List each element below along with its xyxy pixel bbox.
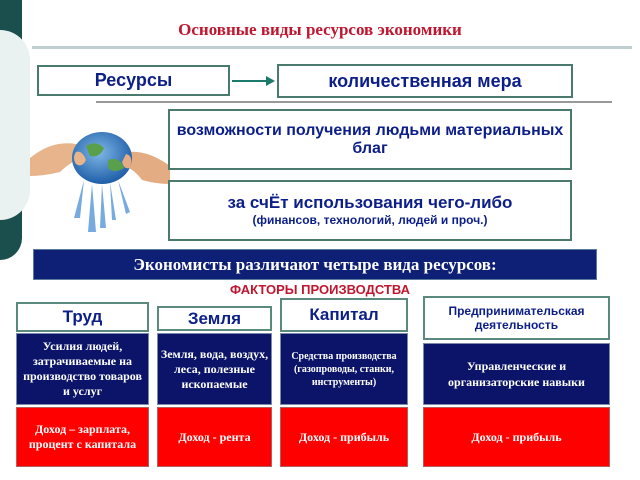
quantity-label: количественная мера (328, 70, 522, 91)
factor-description: Средства производства (газопроводы, станки, инструменты) (291, 350, 397, 388)
factor-income-land (157, 407, 272, 467)
resources-box (37, 65, 230, 96)
factor-description-land (157, 333, 272, 405)
factor-header-capital (280, 298, 408, 332)
factor-name: Земля (187, 308, 242, 328)
page-title: Основные виды ресурсов экономики (178, 20, 462, 39)
factor-description-labor (16, 333, 149, 405)
decorative-edge-light (0, 30, 30, 220)
factor-description: Управленческие и организаторские навыки (448, 359, 585, 389)
factor-income-capital (280, 407, 408, 467)
factor-header-land (157, 306, 272, 331)
account-main-label: за счЁт использования чего-либо (227, 193, 513, 212)
factor-name: Капитал (309, 305, 379, 324)
opportunities-label: возможности получения людьми материальных благ (176, 121, 564, 157)
resources-label: Ресурсы (94, 70, 173, 90)
account-box (168, 180, 572, 241)
factor-description: Земля, вода, воздух, леса, полезные ископаемые (160, 346, 269, 391)
factors-label: ФАКТОРЫ ПРОИЗВОДСТВА (229, 282, 410, 297)
quantity-box (277, 64, 573, 98)
factor-name: Предпринимательская деятельность (448, 304, 585, 332)
factor-income-labor (16, 407, 149, 467)
banner-text: Экономисты различают четыре вида ресурсов: (133, 254, 497, 274)
factor-income: Доход - рента (178, 429, 251, 444)
factor-name: Труд (62, 307, 103, 326)
factor-description-entrepreneurship (423, 343, 610, 405)
arrow-head-icon (266, 76, 275, 86)
factor-header-labor (16, 302, 149, 332)
factor-income: Доход - прибыль (298, 429, 390, 444)
factor-header-entrepreneurship (423, 296, 610, 340)
hands-squeezing-globe-icon (30, 110, 170, 235)
factor-income: Доход - прибыль (471, 429, 562, 444)
account-sub-label: (финансов, технологий, людей и проч.) (252, 213, 488, 227)
top-divider (32, 46, 632, 49)
factor-description: Усилия людей, затрачиваемые на производство товаров и услуг (23, 339, 142, 398)
arrow-right-icon (232, 80, 268, 82)
opportunities-box (168, 109, 572, 170)
factor-description-capital (280, 333, 408, 405)
factor-income-entrepreneurship (423, 407, 610, 467)
banner (33, 249, 597, 280)
factor-income: Доход – зарплата, процент с капитала (28, 422, 137, 451)
middle-divider (96, 101, 612, 103)
